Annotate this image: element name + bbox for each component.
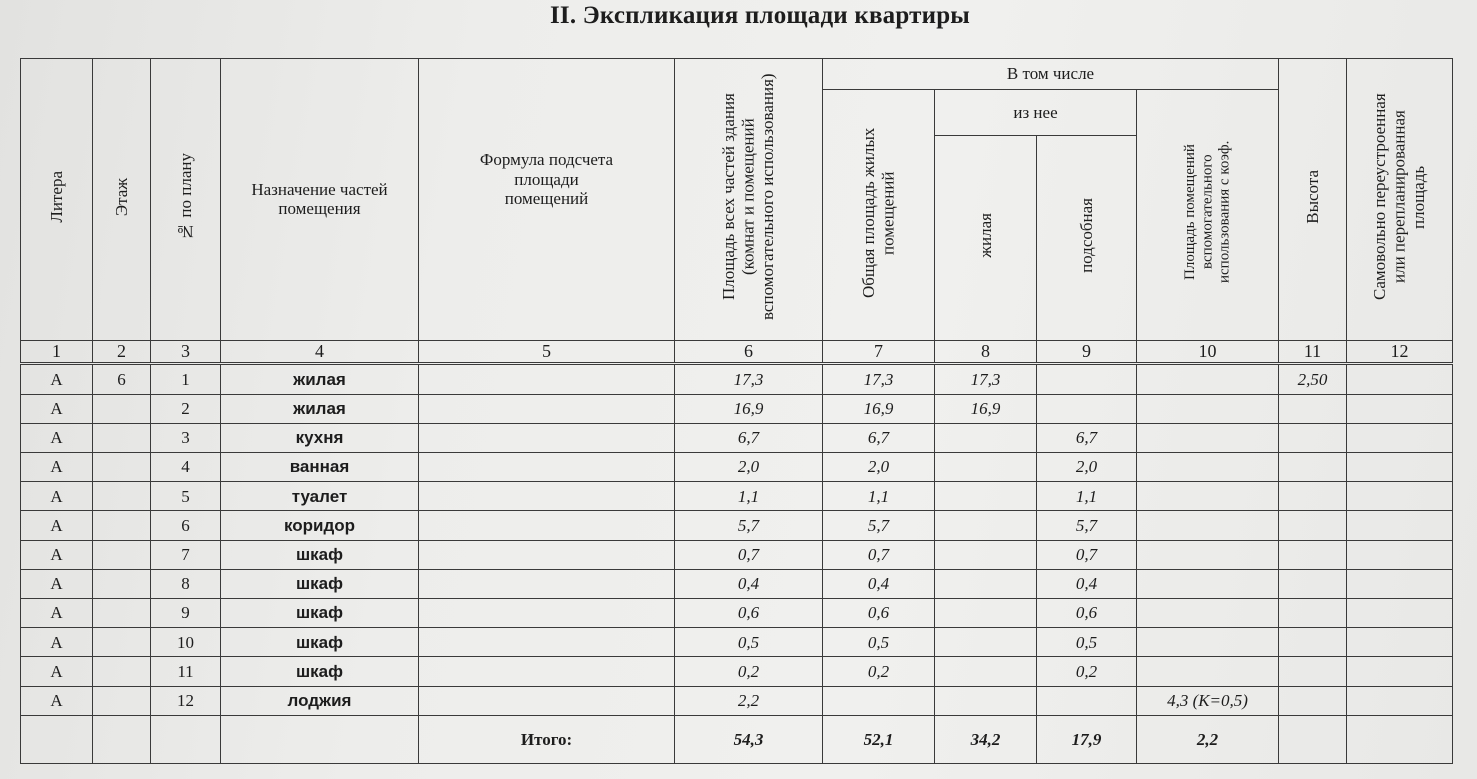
total-empty [1279, 715, 1347, 763]
cell-naznachenie: шкаф [221, 569, 419, 598]
header-samovolno: Самовольно переустроенная или перепланированная площадь [1347, 59, 1453, 341]
cell-vspomog [1137, 657, 1279, 686]
cell-samovolno [1347, 657, 1453, 686]
cell-litera: А [21, 453, 93, 482]
cell-formula [419, 511, 675, 540]
column-number-row [21, 340, 1453, 364]
cell-vspomog [1137, 423, 1279, 452]
cell-litera: А [21, 628, 93, 657]
cell-vspomog [1137, 394, 1279, 423]
header-etazh: Этаж [93, 59, 151, 341]
cell-nomer: 9 [151, 599, 221, 628]
cell-naznachenie: лоджия [221, 686, 419, 715]
column-number: 1 [21, 340, 93, 364]
cell-samovolno [1347, 453, 1453, 482]
cell-obshaya: 17,3 [823, 364, 935, 394]
cell-zhilaya [935, 511, 1037, 540]
column-number: 9 [1037, 340, 1137, 364]
cell-podsobnaya: 1,1 [1037, 482, 1137, 511]
cell-naznachenie: шкаф [221, 599, 419, 628]
cell-naznachenie: жилая [221, 364, 419, 394]
cell-litera: А [21, 569, 93, 598]
cell-podsobnaya: 0,5 [1037, 628, 1137, 657]
header-naznachenie: Назначение частей помещения [221, 59, 419, 341]
column-number: 2 [93, 340, 151, 364]
table-row [21, 569, 1453, 598]
cell-vspomog [1137, 453, 1279, 482]
cell-vysota [1279, 394, 1347, 423]
cell-obshaya: 1,1 [823, 482, 935, 511]
cell-etazh [93, 599, 151, 628]
cell-vspomog [1137, 511, 1279, 540]
header-v-tom-chisle: В том числе [823, 59, 1279, 90]
cell-formula [419, 364, 675, 394]
cell-ploshad-vseh: 2,2 [675, 686, 823, 715]
cell-vspomog [1137, 569, 1279, 598]
cell-naznachenie: жилая [221, 394, 419, 423]
cell-vspomog: 4,3 (К=0,5) [1137, 686, 1279, 715]
cell-etazh [93, 569, 151, 598]
cell-zhilaya: 16,9 [935, 394, 1037, 423]
cell-litera: А [21, 657, 93, 686]
cell-zhilaya [935, 628, 1037, 657]
cell-formula [419, 628, 675, 657]
cell-nomer: 7 [151, 540, 221, 569]
cell-formula [419, 657, 675, 686]
cell-etazh [93, 511, 151, 540]
column-number: 8 [935, 340, 1037, 364]
column-number: 5 [419, 340, 675, 364]
header-row-1 [21, 59, 1453, 90]
header-formula: Формула подсчета площади помещений [419, 59, 675, 341]
total-obshaya: 52,1 [823, 715, 935, 763]
cell-zhilaya: 17,3 [935, 364, 1037, 394]
cell-vysota [1279, 628, 1347, 657]
table-row [21, 599, 1453, 628]
cell-ploshad-vseh: 0,4 [675, 569, 823, 598]
cell-ploshad-vseh: 5,7 [675, 511, 823, 540]
cell-vspomog [1137, 364, 1279, 394]
column-number: 11 [1279, 340, 1347, 364]
cell-samovolno [1347, 511, 1453, 540]
cell-zhilaya [935, 686, 1037, 715]
total-ploshad-vseh: 54,3 [675, 715, 823, 763]
cell-etazh [93, 394, 151, 423]
table-row [21, 628, 1453, 657]
cell-litera: А [21, 482, 93, 511]
cell-podsobnaya: 0,7 [1037, 540, 1137, 569]
cell-naznachenie: шкаф [221, 657, 419, 686]
cell-obshaya: 2,0 [823, 453, 935, 482]
cell-zhilaya [935, 540, 1037, 569]
cell-obshaya: 0,5 [823, 628, 935, 657]
total-vspomog: 2,2 [1137, 715, 1279, 763]
total-empty [1347, 715, 1453, 763]
cell-nomer: 8 [151, 569, 221, 598]
cell-podsobnaya: 0,4 [1037, 569, 1137, 598]
cell-formula [419, 686, 675, 715]
header-ploshad-vseh: Площадь всех частей здания (комнат и помещений вспомогательного использования) [675, 59, 823, 341]
cell-naznachenie: коридор [221, 511, 419, 540]
cell-etazh [93, 482, 151, 511]
explication-table [20, 58, 1453, 764]
cell-obshaya: 0,7 [823, 540, 935, 569]
cell-etazh [93, 540, 151, 569]
total-empty [93, 715, 151, 763]
cell-nomer: 1 [151, 364, 221, 394]
cell-samovolno [1347, 540, 1453, 569]
cell-litera: А [21, 540, 93, 569]
header-vspomog: Площадь помещений вспомогательного использования с коэф. [1137, 90, 1279, 340]
cell-podsobnaya: 6,7 [1037, 423, 1137, 452]
total-empty [221, 715, 419, 763]
cell-vysota [1279, 453, 1347, 482]
total-empty [151, 715, 221, 763]
cell-naznachenie: кухня [221, 423, 419, 452]
cell-podsobnaya: 2,0 [1037, 453, 1137, 482]
cell-ploshad-vseh: 6,7 [675, 423, 823, 452]
header-zhilaya: жилая [935, 136, 1037, 340]
cell-samovolno [1347, 599, 1453, 628]
cell-obshaya: 5,7 [823, 511, 935, 540]
cell-samovolno [1347, 394, 1453, 423]
header-vysota: Высота [1279, 59, 1347, 341]
cell-obshaya: 16,9 [823, 394, 935, 423]
document-title: II. Экспликация площади квартиры [549, 2, 971, 29]
cell-samovolno [1347, 364, 1453, 394]
cell-naznachenie: туалет [221, 482, 419, 511]
column-number: 6 [675, 340, 823, 364]
table-row [21, 394, 1453, 423]
cell-vysota [1279, 511, 1347, 540]
header-obshaya: Общая площадь жилых помещений [823, 90, 935, 340]
table-row [21, 686, 1453, 715]
cell-vysota [1279, 599, 1347, 628]
header-iz-nee: из нее [935, 90, 1137, 136]
cell-obshaya: 0,6 [823, 599, 935, 628]
cell-vysota [1279, 540, 1347, 569]
cell-ploshad-vseh: 2,0 [675, 453, 823, 482]
cell-samovolno [1347, 686, 1453, 715]
cell-samovolno [1347, 423, 1453, 452]
cell-obshaya: 6,7 [823, 423, 935, 452]
cell-etazh [93, 453, 151, 482]
cell-nomer: 11 [151, 657, 221, 686]
cell-podsobnaya [1037, 364, 1137, 394]
column-number: 10 [1137, 340, 1279, 364]
cell-etazh [93, 423, 151, 452]
cell-obshaya: 0,2 [823, 657, 935, 686]
cell-etazh: 6 [93, 364, 151, 394]
cell-podsobnaya: 5,7 [1037, 511, 1137, 540]
cell-nomer: 6 [151, 511, 221, 540]
cell-litera: А [21, 394, 93, 423]
cell-vysota [1279, 569, 1347, 598]
data-rows [21, 364, 1453, 716]
column-number: 12 [1347, 340, 1453, 364]
cell-etazh [93, 686, 151, 715]
cell-litera: А [21, 686, 93, 715]
cell-samovolno [1347, 569, 1453, 598]
cell-nomer: 5 [151, 482, 221, 511]
total-zhilaya: 34,2 [935, 715, 1037, 763]
cell-litera: А [21, 511, 93, 540]
cell-zhilaya [935, 453, 1037, 482]
total-empty [21, 715, 93, 763]
column-number: 3 [151, 340, 221, 364]
cell-vysota: 2,50 [1279, 364, 1347, 394]
cell-formula [419, 482, 675, 511]
header-nomer: № по плану [151, 59, 221, 341]
cell-vspomog [1137, 599, 1279, 628]
cell-formula [419, 599, 675, 628]
table-row [21, 423, 1453, 452]
table-row [21, 453, 1453, 482]
cell-naznachenie: ванная [221, 453, 419, 482]
cell-podsobnaya [1037, 394, 1137, 423]
cell-vysota [1279, 482, 1347, 511]
cell-podsobnaya: 0,2 [1037, 657, 1137, 686]
cell-ploshad-vseh: 17,3 [675, 364, 823, 394]
cell-naznachenie: шкаф [221, 540, 419, 569]
cell-ploshad-vseh: 16,9 [675, 394, 823, 423]
cell-formula [419, 540, 675, 569]
cell-podsobnaya [1037, 686, 1137, 715]
cell-zhilaya [935, 657, 1037, 686]
cell-nomer: 3 [151, 423, 221, 452]
cell-naznachenie: шкаф [221, 628, 419, 657]
cell-ploshad-vseh: 0,6 [675, 599, 823, 628]
cell-formula [419, 569, 675, 598]
cell-zhilaya [935, 423, 1037, 452]
cell-nomer: 10 [151, 628, 221, 657]
cell-zhilaya [935, 569, 1037, 598]
header-podsobnaya: подсобная [1037, 136, 1137, 340]
cell-ploshad-vseh: 0,5 [675, 628, 823, 657]
cell-vysota [1279, 423, 1347, 452]
table-row [21, 364, 1453, 394]
total-row [21, 715, 1453, 763]
table-row [21, 482, 1453, 511]
cell-nomer: 2 [151, 394, 221, 423]
total-podsobnaya: 17,9 [1037, 715, 1137, 763]
cell-vspomog [1137, 482, 1279, 511]
cell-litera: А [21, 423, 93, 452]
cell-etazh [93, 628, 151, 657]
cell-litera: А [21, 599, 93, 628]
cell-nomer: 4 [151, 453, 221, 482]
cell-ploshad-vseh: 0,7 [675, 540, 823, 569]
total-label: Итого: [419, 715, 675, 763]
cell-podsobnaya: 0,6 [1037, 599, 1137, 628]
cell-ploshad-vseh: 1,1 [675, 482, 823, 511]
cell-vysota [1279, 657, 1347, 686]
cell-vspomog [1137, 628, 1279, 657]
cell-formula [419, 423, 675, 452]
column-number: 7 [823, 340, 935, 364]
cell-nomer: 12 [151, 686, 221, 715]
table-row [21, 540, 1453, 569]
cell-formula [419, 453, 675, 482]
cell-samovolno [1347, 628, 1453, 657]
table-row [21, 657, 1453, 686]
cell-vspomog [1137, 540, 1279, 569]
cell-zhilaya [935, 599, 1037, 628]
cell-zhilaya [935, 482, 1037, 511]
column-number: 4 [221, 340, 419, 364]
cell-samovolno [1347, 482, 1453, 511]
cell-ploshad-vseh: 0,2 [675, 657, 823, 686]
cell-vysota [1279, 686, 1347, 715]
cell-formula [419, 394, 675, 423]
cell-obshaya [823, 686, 935, 715]
cell-obshaya: 0,4 [823, 569, 935, 598]
cell-etazh [93, 657, 151, 686]
table-row [21, 511, 1453, 540]
cell-litera: А [21, 364, 93, 394]
header-litera: Литера [21, 59, 93, 341]
